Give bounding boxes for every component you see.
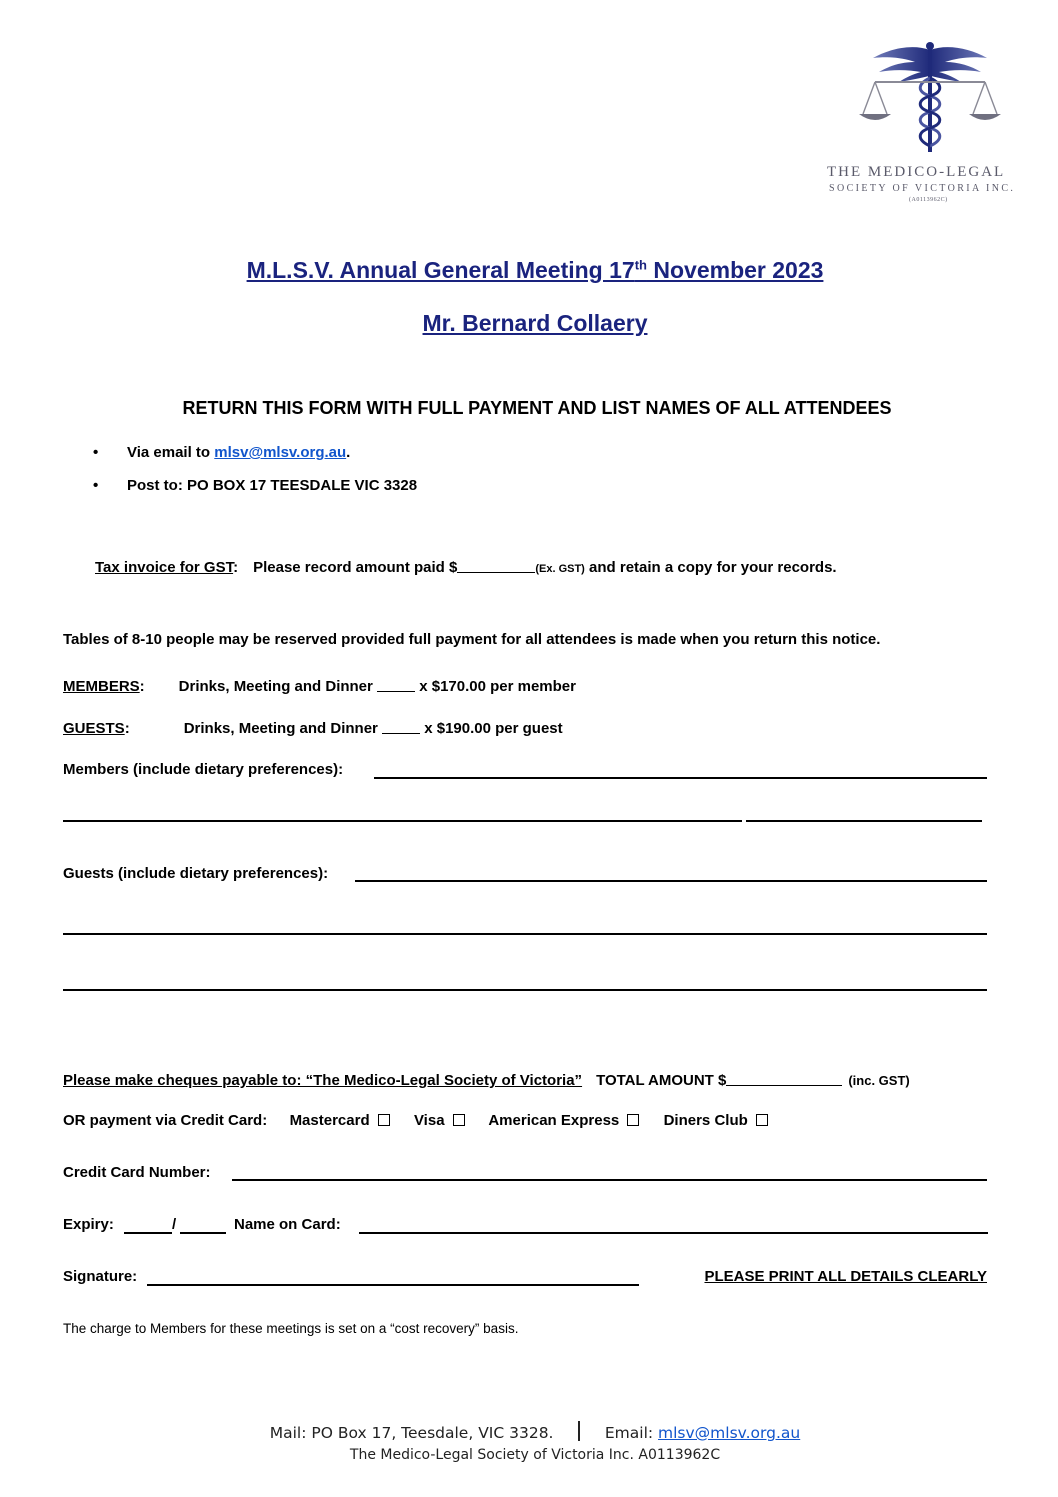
tax-rest: and retain a copy for your records. — [584, 559, 837, 576]
total-amount-blank[interactable] — [726, 1071, 842, 1086]
mastercard-checkbox[interactable] — [378, 1114, 390, 1126]
members-dietary-line-2b[interactable] — [746, 820, 982, 822]
email-instruction — [93, 444, 350, 461]
name-on-card-line[interactable] — [359, 1232, 988, 1234]
american-express-checkbox[interactable] — [627, 1114, 639, 1126]
guests-label: GUESTS — [63, 720, 125, 737]
bullet-icon: • — [93, 477, 99, 494]
email-prefix: Via email to — [127, 444, 215, 461]
footer-org: The Medico-Legal Society of Victoria Inc. A0113962C — [349, 1447, 721, 1463]
print-clearly-note: PLEASE PRINT ALL DETAILS CLEARLY — [704, 1268, 987, 1285]
tax-invoice-line — [95, 558, 837, 576]
cost-recovery-note: The charge to Members for these meetings is set on a “cost recovery” basis. — [63, 1321, 519, 1336]
cheque-payable-text: Please make cheques payable to: “The Medico-Legal Society of Victoria” — [63, 1072, 583, 1089]
post-text: Post to: PO BOX 17 TEESDALE VIC 3328 — [127, 477, 418, 494]
visa-checkbox[interactable] — [453, 1114, 465, 1126]
return-form-heading: RETURN THIS FORM WITH FULL PAYMENT AND LIST NAMES OF ALL ATTENDEES — [182, 398, 892, 418]
credit-card-options — [63, 1112, 768, 1129]
option-visa: Visa — [413, 1112, 445, 1129]
tables-note: Tables of 8-10 people may be reserved provided full payment for all attendees is made when you return this notice. — [63, 631, 881, 648]
logo-line-3: (A0113962C) — [909, 197, 948, 203]
footer-email-label: Email: — [604, 1424, 659, 1442]
society-logo — [825, 38, 1030, 208]
email-link[interactable]: mlsv@mlsv.org.au — [214, 444, 347, 461]
expiry-month-line[interactable] — [124, 1232, 172, 1234]
guests-colon: : — [124, 720, 130, 737]
amount-paid-blank[interactable] — [457, 558, 535, 573]
option-diners-club: Diners Club — [663, 1112, 748, 1129]
logo-line-1: THE MEDICO-LEGAL — [827, 164, 1006, 180]
footer-email-link[interactable]: mlsv@mlsv.org.au — [658, 1424, 801, 1442]
members-text: Drinks, Meeting and Dinner — [178, 678, 373, 695]
members-dietary-label: Members (include dietary preferences): — [63, 761, 344, 778]
name-on-card-label: Name on Card: — [234, 1216, 341, 1233]
bullet-icon: • — [93, 444, 99, 461]
members-dietary-line-2a[interactable] — [63, 820, 742, 822]
expiry-slash: / — [172, 1216, 177, 1233]
tax-colon: : — [233, 559, 239, 576]
card-number-line[interactable] — [232, 1179, 987, 1181]
title-main-sup: th — [634, 257, 647, 273]
footer-mail: Mail: PO Box 17, Teesdale, VIC 3328. — [269, 1424, 554, 1442]
guests-dietary-line-3[interactable] — [63, 989, 987, 991]
guests-dietary-line-1[interactable] — [355, 880, 987, 882]
members-dietary-line-1[interactable] — [374, 777, 987, 779]
members-line — [63, 677, 576, 695]
email-suffix: . — [346, 444, 351, 461]
title-main-prefix: M.L.S.V. Annual General Meeting 17 — [246, 257, 635, 283]
option-mastercard: Mastercard — [289, 1112, 370, 1129]
signature-line[interactable] — [147, 1284, 639, 1286]
cheque-line — [63, 1071, 910, 1089]
tax-label: Tax invoice for GST — [95, 559, 234, 576]
total-amount-label: TOTAL AMOUNT $ — [596, 1072, 727, 1089]
option-american-express: American Express — [488, 1112, 620, 1129]
ex-gst-label: (Ex. GST) — [535, 563, 585, 575]
members-price: x $170.00 per member — [419, 678, 576, 695]
guests-dietary-label: Guests (include dietary preferences): — [63, 865, 329, 882]
inc-gst-label: (inc. GST) — [848, 1073, 910, 1088]
tax-text: Please record amount paid $ — [253, 559, 458, 576]
footer-separator — [578, 1421, 580, 1441]
diners-club-checkbox[interactable] — [756, 1114, 768, 1126]
members-colon: : — [139, 678, 145, 695]
guests-quantity-blank[interactable] — [382, 719, 420, 734]
expiry-year-line[interactable] — [180, 1232, 226, 1234]
members-quantity-blank[interactable] — [377, 677, 415, 692]
footer-contact — [0, 1421, 1058, 1442]
post-instruction — [93, 477, 417, 494]
guests-text: Drinks, Meeting and Dinner — [183, 720, 378, 737]
card-number-label: Credit Card Number: — [63, 1164, 211, 1181]
guests-line — [63, 719, 563, 737]
caduceus-scales-icon — [855, 38, 1005, 158]
guests-price: x $190.00 per guest — [424, 720, 563, 737]
speaker-title: Mr. Bernard Collaery — [422, 310, 648, 336]
title-main-suffix: November 2023 — [646, 257, 824, 283]
guests-dietary-line-2[interactable] — [63, 933, 987, 935]
members-label: MEMBERS — [63, 678, 140, 695]
expiry-label: Expiry: — [63, 1216, 114, 1233]
signature-label: Signature: — [63, 1268, 138, 1285]
credit-card-prefix: OR payment via Credit Card: — [63, 1112, 268, 1129]
page-title — [0, 257, 1058, 284]
logo-line-2: SOCIETY OF VICTORIA INC. — [829, 183, 1016, 194]
